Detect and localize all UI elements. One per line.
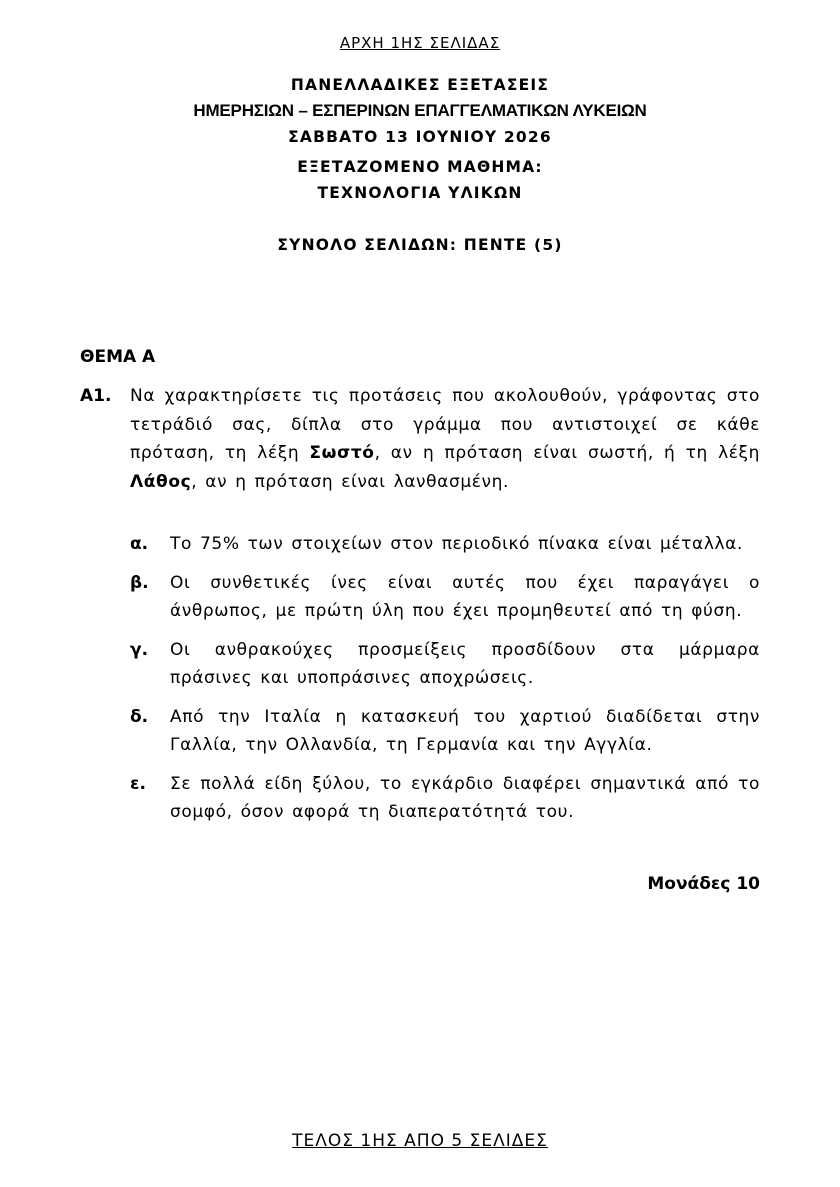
statement-item xyxy=(130,703,760,760)
exam-subtitle: ΗΜΕΡΗΣΙΩΝ – ΕΣΠΕΡΙΝΩΝ ΕΠΑΓΓΕΛΜΑΤΙΚΩΝ ΛΥΚΕΙΩΝ xyxy=(193,101,647,120)
statement-item xyxy=(130,770,760,827)
exam-date: ΣΑΒΒΑΤΟ 13 ΙΟΥΝΙΟΥ 2026 xyxy=(288,128,552,146)
instructions-part-1: Να χαρακτηρίσετε τις προτάσεις που ακολουθούν, γράφοντας στο τετράδιό σας, δίπλα στο γράμμα που αντιστοιχεί σε κάθε πρόταση, τη λέξη xyxy=(130,386,760,463)
exam-title: ΠΑΝΕΛΛΑΔΙΚΕΣ ΕΞΕΤΑΣΕΙΣ xyxy=(290,76,550,94)
statement-letter: δ. xyxy=(130,706,149,727)
instructions-part-3: , αν η πρόταση είναι λανθασμένη. xyxy=(191,471,510,492)
theme-title: ΘΕΜΑ Α xyxy=(80,347,156,367)
statement-item xyxy=(130,530,760,559)
statement-letter: γ. xyxy=(130,639,149,660)
question-a1 xyxy=(80,382,760,496)
word-true: Σωστό xyxy=(309,443,375,463)
question-instructions xyxy=(130,382,760,496)
subject-name: ΤΕΧΝΟΛΟΓΙΑ ΥΛΙΚΩΝ xyxy=(317,184,523,202)
statement-text: Οι ανθρακούχες προσμείξεις προσδίδουν στα μάρμαρα πράσινες και υποπράσινες αποχρώσεις. xyxy=(170,639,760,688)
statement-text: Οι συνθετικές ίνες είναι αυτές που έχει παραγάγει ο άνθρωπος, με πρώτη ύλη που έχει προμηθευτεί από τη φύση. xyxy=(170,572,760,621)
statement-letter: α. xyxy=(130,534,149,554)
statement-text: Σε πολλά είδη ξύλου, το εγκάρδιο διαφέρει σημαντικά από το σομφό, όσον αφορά τη διαπερατότητά του. xyxy=(170,773,760,822)
statement-letter: ε. xyxy=(130,773,146,794)
page-footer-note: ΤΕΛΟΣ 1ΗΣ ΑΠΟ 5 ΣΕΛΙΔΕΣ xyxy=(292,1131,548,1151)
total-pages: ΣΥΝΟΛΟ ΣΕΛΙΔΩΝ: ΠΕΝΤΕ (5) xyxy=(277,236,563,254)
marks-label: Μονάδες 10 xyxy=(647,874,760,894)
instructions-part-2: , αν η πρόταση είναι σωστή, ή τη λέξη xyxy=(374,443,760,463)
question-label: Α1. xyxy=(80,386,112,406)
statement-item xyxy=(130,569,760,626)
word-false: Λάθος xyxy=(130,471,192,492)
statement-letter: β. xyxy=(130,572,149,593)
exam-header xyxy=(0,72,840,150)
statement-text: Από την Ιταλία η κατασκευή του χαρτιού διαδίδεται στην Γαλλία, την Ολλανδία, τη Γερμανία και την Αγγλία. xyxy=(170,706,760,755)
subject-block xyxy=(0,154,840,206)
statement-list xyxy=(130,530,760,837)
page-header-note: ΑΡΧΗ 1ΗΣ ΣΕΛΙΔΑΣ xyxy=(339,34,501,52)
subject-label: ΕΞΕΤΑΖΟΜΕΝΟ ΜΑΘΗΜΑ: xyxy=(297,158,543,176)
statement-text: Το 75% των στοιχείων στον περιοδικό πίνακα είναι μέταλλα. xyxy=(170,534,743,554)
statement-item xyxy=(130,636,760,693)
